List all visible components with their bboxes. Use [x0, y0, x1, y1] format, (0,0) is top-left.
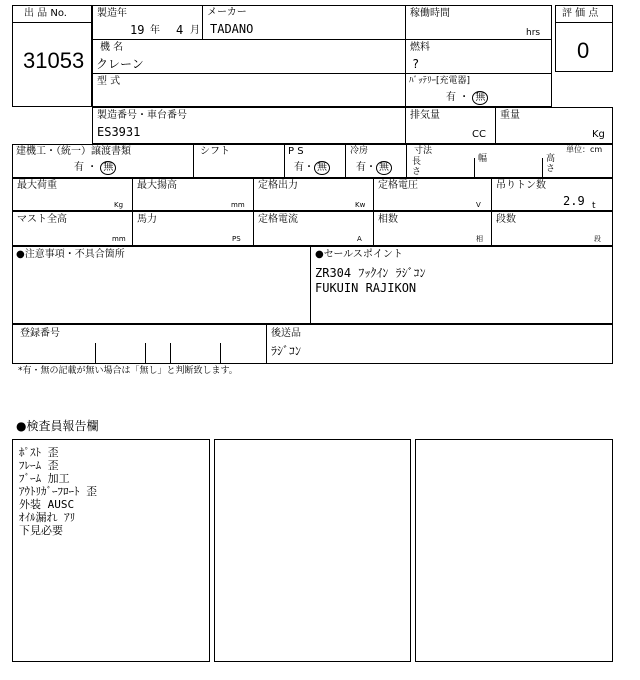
transfer-yes: 有 [74, 162, 84, 173]
shipping-value: ﾗｼﾞｺﾝ [271, 344, 302, 358]
month-unit: 月 [190, 25, 200, 36]
lift-ton-unit: t [592, 201, 596, 211]
rated-output-unit: Kw [355, 201, 366, 209]
rated-output-label: 定格出力 [258, 180, 298, 191]
type-label: 型 式 [97, 76, 121, 87]
rated-current-label: 定格電流 [258, 214, 298, 225]
lot-number: 31053 [23, 48, 85, 73]
dim-unit: 単位：cm [566, 145, 603, 154]
weight-unit: Kg [592, 129, 605, 140]
cooler-options: 有・ 無 [356, 161, 392, 175]
lift-ton-value: 2.9 [563, 194, 585, 208]
rated-voltage-unit: V [476, 201, 481, 209]
stage-unit: 段 [594, 235, 601, 243]
model-value: クレーン [96, 57, 144, 71]
footnote: *有・無の記載が無い場合は「無し」と判断致します。 [18, 366, 238, 376]
weight-label: 重量 [500, 110, 520, 121]
lift-ton-label: 吊りトン数 [496, 180, 546, 191]
ps-no-circled: 無 [314, 161, 330, 175]
hp-unit: PS [232, 235, 241, 243]
report-line: ｵｲﾙ漏れ ｱﾘ [19, 511, 76, 524]
displacement-unit: CC [472, 129, 486, 140]
report-box-2 [214, 439, 411, 662]
report-line: ﾌﾚｰﾑ 歪 [19, 459, 59, 472]
sales-points-label: ●セールスポイント [315, 249, 403, 260]
shipping-label: 後送品 [271, 328, 301, 339]
maker-value: TADANO [210, 22, 254, 36]
fuel-value: ? [412, 57, 420, 71]
report-line: 下見必要 [19, 524, 63, 537]
max-load-unit: Kg [114, 201, 124, 209]
model-label: 機 名 [100, 42, 124, 53]
serial-label: 製造番号・車台番号 [97, 110, 187, 121]
score-value: 0 [577, 38, 590, 63]
report-line: ﾌﾞｰﾑ 加工 [19, 472, 70, 485]
cooler-yes: 有 [356, 162, 366, 173]
report-line: 外装 AUSC [19, 498, 75, 511]
ps-label: P S [288, 146, 304, 157]
transfer-options: 有 ・ 無 [74, 161, 116, 175]
report-line: ｱｳﾄﾘｶﾞｰﾌﾛｰﾄ 歪 [19, 485, 98, 498]
ps-options: 有・ 無 [294, 161, 330, 175]
battery-options: 有 ・ 無 [446, 91, 488, 105]
dim-height-label: 高 さ [546, 154, 556, 174]
report-box-1 [12, 439, 210, 662]
dim-label: 寸法 [414, 146, 433, 156]
rated-voltage-label: 定格電圧 [378, 180, 418, 191]
year-value: 19 [130, 23, 145, 37]
hours-label: 稼働時間 [410, 8, 450, 19]
year-unit: 年 [150, 25, 160, 36]
displacement-label: 排気量 [410, 110, 440, 121]
registration-label: 登録番号 [20, 328, 60, 339]
max-lift-unit: mm [231, 201, 245, 209]
mast-label: マスト全高 [17, 214, 67, 225]
year-label: 製造年 [97, 8, 127, 19]
sales-points-line-2: FUKUIN RAJIKON [315, 281, 417, 295]
serial-value: ES3931 [97, 125, 141, 139]
transfer-no-circled: 無 [100, 161, 116, 175]
dim-width-label: 幅 [478, 154, 488, 164]
max-lift-label: 最大揚高 [137, 180, 177, 191]
maker-label: メーカー [207, 7, 247, 18]
hours-unit: hrs [526, 28, 541, 38]
hp-label: 馬力 [137, 214, 157, 225]
battery-yes: 有 [446, 92, 456, 103]
cooler-label: 冷房 [350, 146, 369, 156]
battery-label: ﾊﾞｯﾃﾘｰ[充電器] [409, 76, 471, 86]
ps-yes: 有 [294, 162, 304, 173]
report-line: ﾎﾟｽﾄ 歪 [19, 446, 59, 459]
phase-label: 相数 [378, 214, 398, 225]
phase-unit: 相 [476, 235, 483, 243]
inspector-heading: ●検査員報告欄 [16, 419, 99, 433]
score-label: 評 価 点 [562, 8, 599, 19]
battery-no-circled: 無 [472, 91, 488, 105]
lot-label: 出 品 No. [24, 8, 67, 19]
report-box-3 [415, 439, 613, 662]
month-value: 4 [176, 23, 184, 37]
stage-label: 段数 [496, 214, 516, 225]
defects-label: ●注意事項・不具合箇所 [16, 249, 125, 260]
fuel-label: 燃料 [410, 42, 430, 53]
mast-unit: mm [112, 235, 126, 243]
shift-label: シフト [200, 146, 230, 157]
dim-length-label: 長 さ [412, 157, 422, 177]
sales-points-line-1: ZR304 ﾌｯｸｲﾝ ﾗｼﾞｺﾝ [315, 266, 426, 280]
cooler-no-circled: 無 [376, 161, 392, 175]
rated-current-unit: A [357, 235, 362, 243]
transfer-label: 建機工・（統一）譲渡書類 [16, 146, 131, 157]
inspector-report-text [19, 446, 97, 537]
max-load-label: 最大荷重 [17, 180, 57, 191]
